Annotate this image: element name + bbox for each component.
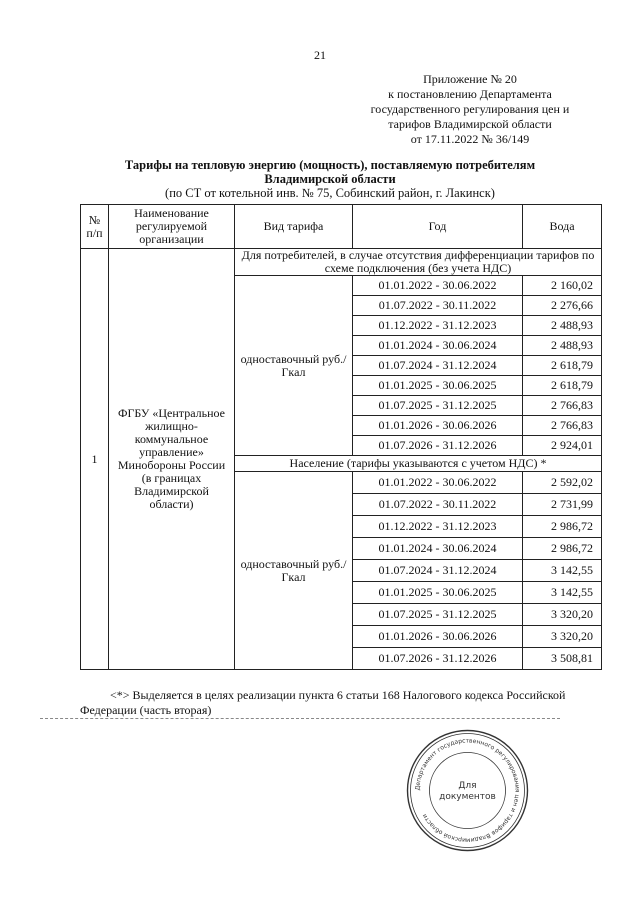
water-tariff-cell: 2 276,66 — [523, 296, 602, 316]
water-tariff-cell: 2 766,83 — [523, 396, 602, 416]
title-line: Владимирской области — [264, 172, 396, 186]
water-tariff-cell: 2 160,02 — [523, 276, 602, 296]
appendix-line: к постановлению Департамента — [388, 87, 552, 101]
footnote: <*> Выделяется в целях реализации пункта 6 статьи 168 Налогового кодекса Российской Федерации (часть вторая) — [80, 688, 566, 717]
row-number: 1 — [81, 249, 109, 670]
document-subtitle: (по СТ от котельной инв. № 75, Собинский район, г. Лакинск) — [165, 186, 495, 200]
period-cell: 01.07.2024 - 31.12.2024 — [353, 356, 523, 376]
period-cell: 01.12.2022 - 31.12.2023 — [353, 516, 523, 538]
period-cell: 01.01.2022 - 30.06.2022 — [353, 276, 523, 296]
col-header-water: Вода — [523, 205, 602, 249]
period-cell: 01.07.2022 - 30.11.2022 — [353, 494, 523, 516]
period-cell: 01.07.2025 - 31.12.2025 — [353, 396, 523, 416]
stamp-center-line: документов — [439, 792, 496, 802]
appendix-line: от 17.11.2022 № 36/149 — [410, 132, 530, 146]
tariff-type: одноставочный руб./Гкал — [235, 276, 353, 456]
col-header-number: № п/п — [81, 205, 109, 249]
period-cell: 01.01.2025 - 30.06.2025 — [353, 582, 523, 604]
col-header-year: Год — [353, 205, 523, 249]
period-cell: 01.07.2022 - 30.11.2022 — [353, 296, 523, 316]
period-cell: 01.07.2025 - 31.12.2025 — [353, 604, 523, 626]
water-tariff-cell: 2 731,99 — [523, 494, 602, 516]
water-tariff-cell: 2 618,79 — [523, 356, 602, 376]
stamp-ring-text: Департамент государственного регулирования цен и тарифов Владимирской области — [414, 737, 521, 844]
water-tariff-cell: 2 986,72 — [523, 538, 602, 560]
period-cell: 01.07.2026 - 31.12.2026 — [353, 436, 523, 456]
page-number: 21 — [314, 48, 326, 62]
title-line: Тарифы на тепловую энергию (мощность), поставляемую потребителям — [124, 158, 536, 172]
water-tariff-cell: 2 924,01 — [523, 436, 602, 456]
water-tariff-cell: 2 986,72 — [523, 516, 602, 538]
period-cell: 01.07.2024 - 31.12.2024 — [353, 560, 523, 582]
period-cell: 01.01.2024 - 30.06.2024 — [353, 336, 523, 356]
col-header-organization: Наименование регулируемой организации — [109, 205, 235, 249]
water-tariff-cell: 2 618,79 — [523, 376, 602, 396]
water-tariff-cell: 2 766,83 — [523, 416, 602, 436]
appendix-line: государственного регулирования цен и — [370, 102, 570, 116]
water-tariff-cell: 2 592,02 — [523, 472, 602, 494]
water-tariff-cell: 3 508,81 — [523, 648, 602, 670]
water-tariff-cell: 3 142,55 — [523, 560, 602, 582]
water-tariff-cell: 3 142,55 — [523, 582, 602, 604]
water-tariff-cell: 3 320,20 — [523, 626, 602, 648]
organization-name: ФГБУ «Центральное жилищно-коммунальное управление» Минобороны России (в границах Владимирской области) — [109, 249, 235, 670]
document-title — [60, 158, 600, 186]
period-cell: 01.01.2025 - 30.06.2025 — [353, 376, 523, 396]
period-cell: 01.07.2026 - 31.12.2026 — [353, 648, 523, 670]
period-cell: 01.12.2022 - 31.12.2023 — [353, 316, 523, 336]
water-tariff-cell: 2 488,93 — [523, 336, 602, 356]
section-title: Население (тарифы указываются с учетом НДС) * — [235, 456, 602, 472]
tariff-table — [80, 204, 602, 670]
appendix-line: тарифов Владимирской области — [388, 117, 552, 131]
period-cell: 01.01.2024 - 30.06.2024 — [353, 538, 523, 560]
official-stamp — [405, 728, 530, 853]
tariff-type: одноставочный руб./Гкал — [235, 472, 353, 670]
stamp-center-line: Для — [458, 781, 477, 791]
water-tariff-cell: 3 320,20 — [523, 604, 602, 626]
period-cell: 01.01.2022 - 30.06.2022 — [353, 472, 523, 494]
appendix-block — [360, 72, 580, 147]
divider — [40, 718, 560, 719]
period-cell: 01.01.2026 - 30.06.2026 — [353, 626, 523, 648]
col-header-tariff-type: Вид тарифа — [235, 205, 353, 249]
section-title: Для потребителей, в случае отсутствия дифференциации тарифов по схеме подключения (без учета НДС) — [235, 249, 602, 276]
period-cell: 01.01.2026 - 30.06.2026 — [353, 416, 523, 436]
water-tariff-cell: 2 488,93 — [523, 316, 602, 336]
appendix-line: Приложение № 20 — [423, 72, 517, 86]
stamp-center-text — [439, 781, 496, 802]
